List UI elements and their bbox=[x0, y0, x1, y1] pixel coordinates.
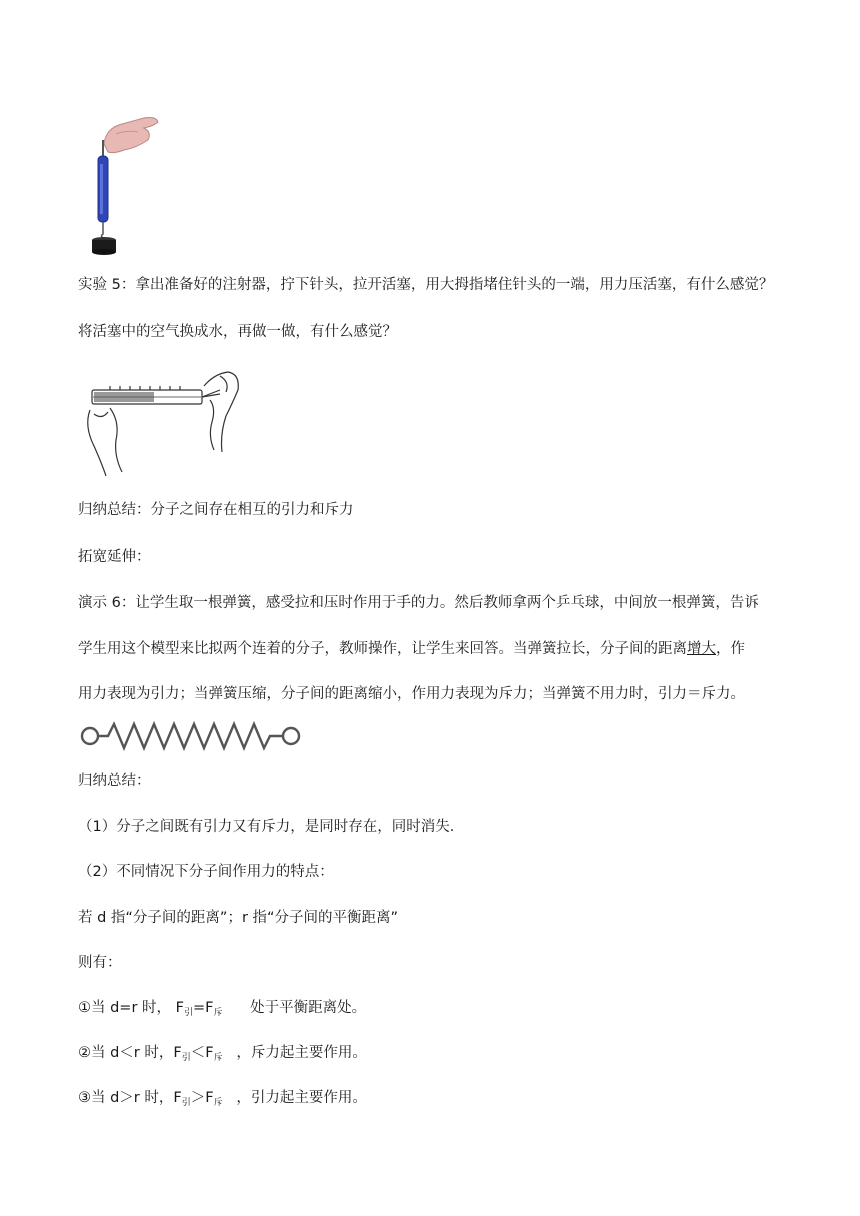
summary-2-item-1: （1）分子之间既有引力又有斥力，是同时存在，同时消失． bbox=[78, 819, 465, 835]
case-less-prefix: ②当 d＜r 时，F bbox=[78, 1045, 182, 1061]
case-greater-op: ＞F bbox=[190, 1090, 214, 1106]
then-heading: 则有： bbox=[78, 955, 122, 971]
definitions: 若 d 指“分子间的距离”；r 指“分子间的平衡距离” bbox=[78, 910, 399, 926]
case-less-suffix: ，斥力起主要作用。 bbox=[222, 1045, 367, 1061]
extension-heading: 拓宽延伸： bbox=[78, 549, 151, 565]
spring-scale-figure bbox=[86, 114, 166, 256]
demo-6-line-3: 用力表现为引力；当弹簧压缩，分子间的距离缩小，作用力表现为斥力；当弹簧不用力时，引力＝斥力。 bbox=[78, 686, 745, 702]
case-equal-sub-repel: 斥 bbox=[213, 1008, 223, 1018]
case-greater-sub-repel: 斥 bbox=[213, 1098, 223, 1108]
case-equal-op: =F bbox=[193, 1000, 214, 1016]
demo-6-line-2 bbox=[78, 639, 745, 659]
demo-6-line-2-pre: 学生用这个模型来比拟两个连着的分子，教师操作，让学生来回答。当弹簧拉长，分子间的距离 bbox=[78, 641, 687, 657]
case-equal-suffix: 处于平衡距离处。 bbox=[222, 1000, 367, 1016]
demo-6-line-2-post: ，作 bbox=[716, 641, 745, 657]
case-equal bbox=[78, 998, 366, 1020]
spring-model-figure bbox=[78, 718, 304, 754]
summary-2-item-2: （2）不同情况下分子间作用力的特点： bbox=[78, 864, 334, 880]
case-less-sub-repel: 斥 bbox=[213, 1053, 223, 1063]
case-greater bbox=[78, 1088, 367, 1110]
case-greater-sub-attract: 引 bbox=[181, 1098, 191, 1108]
case-less bbox=[78, 1043, 367, 1065]
experiment-5-line-1: 实验 5：拿出准备好的注射器，拧下针头，拉开活塞，用大拇指堵住针头的一端，用力压活塞，有什么感觉？ bbox=[78, 277, 774, 293]
case-greater-prefix: ③当 d＞r 时，F bbox=[78, 1090, 182, 1106]
summary-2-heading: 归纳总结： bbox=[78, 773, 151, 789]
case-equal-prefix: ①当 d=r 时， F bbox=[78, 1000, 184, 1016]
demo-6-line-1: 演示 6：让学生取一根弹簧，感受拉和压时作用于手的力。然后教师拿两个乒乓球，中间放一根弹簧，告诉 bbox=[78, 595, 759, 611]
case-greater-suffix: ，引力起主要作用。 bbox=[222, 1090, 367, 1106]
summary-1: 归纳总结：分子之间存在相互的引力和斥力 bbox=[78, 502, 354, 518]
experiment-5-line-2: 将活塞中的空气换成水，再做一做，有什么感觉？ bbox=[78, 324, 397, 340]
case-less-sub-attract: 引 bbox=[181, 1053, 191, 1063]
syringe-figure bbox=[80, 360, 244, 478]
demo-6-underlined-word: 增大 bbox=[687, 641, 716, 657]
case-less-op: ＜F bbox=[190, 1045, 214, 1061]
case-equal-sub-attract: 引 bbox=[183, 1008, 193, 1018]
